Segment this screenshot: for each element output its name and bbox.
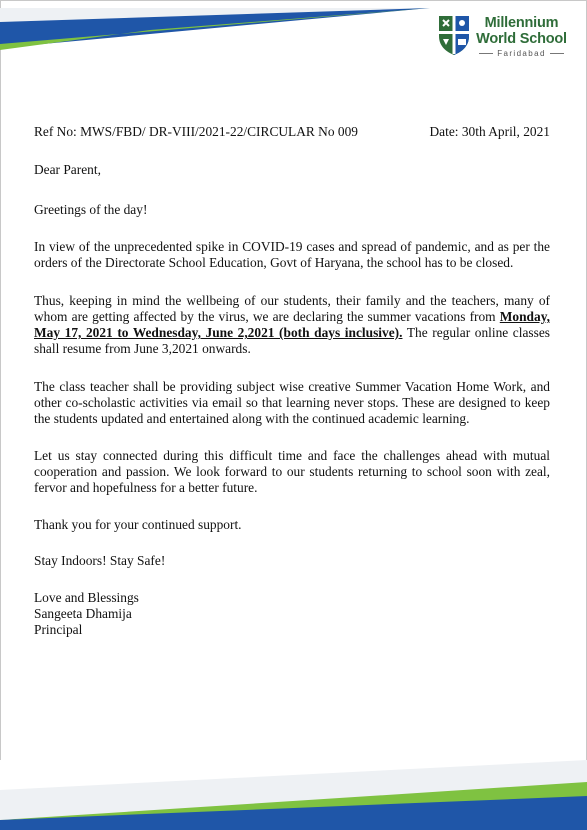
signatory-name: Sangeeta Dhamija (34, 606, 132, 621)
paragraph-closure-notice: In view of the unprecedented spike in COVID-19 cases and spread of pandemic, and as per the orders of the Directorate School Education, Govt of Haryana, the school has to be closed. (34, 239, 550, 270)
shield-icon (437, 14, 471, 56)
vacation-intro: Thus, keeping in mind the wellbeing of our students, their family and the teachers, many of whom are getting affected by the virus, we are declaring the summer vacations from (34, 293, 550, 324)
school-logo (437, 14, 569, 66)
salutation: Dear Parent, (34, 162, 101, 177)
school-city: Faridabad (474, 49, 569, 58)
vacation-dates: Monday, May 17, 2021 to Wednesday, June 2,2021 (both days inclusive). (34, 309, 550, 340)
reference-row (34, 124, 550, 140)
school-name-line2: World School (476, 31, 567, 47)
reference-number: Ref No: MWS/FBD/ DR-VIII/2021-22/CIRCULAR No 009 (34, 124, 358, 139)
stay-safe-line: Stay Indoors! Stay Safe! (34, 553, 166, 568)
paragraph-summer-vacation (34, 293, 550, 357)
circular-body (34, 124, 550, 638)
closing-phrase: Love and Blessings (34, 590, 139, 605)
circular-date: Date: 30th April, 2021 (429, 124, 550, 139)
paragraph-homework: The class teacher shall be providing subject wise creative Summer Vacation Home Work, and other co-scholastic activities via email so that learning never stops. These are designed to keep the students updated and entertained along with the continued academic learning. (34, 379, 550, 426)
signatory-title: Principal (34, 622, 83, 637)
signature-block (34, 590, 550, 638)
paragraph-stay-connected: Let us stay connected during this difficult time and face the challenges ahead with mutual cooperation and passion. We look forward to our students returning to school soon with zeal, fervor and hopefulness for a better future. (34, 448, 550, 495)
greeting: Greetings of the day! (34, 202, 148, 217)
school-name-line1: Millennium (484, 15, 559, 31)
classes-resume: The regular online classes shall resume from June 3,2021 onwards. (34, 325, 550, 356)
footer-decorative-band (0, 760, 587, 830)
thanks-line: Thank you for your continued support. (34, 517, 242, 532)
school-name (474, 15, 569, 47)
